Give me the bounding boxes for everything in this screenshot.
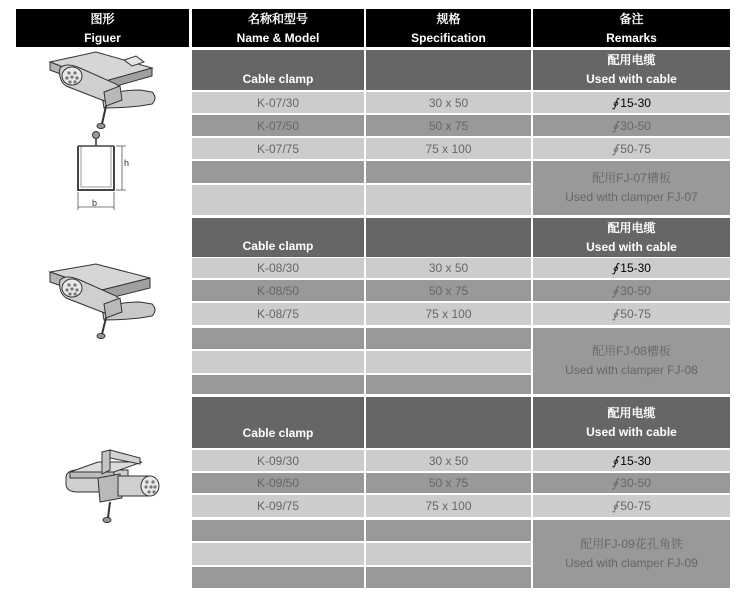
group-title-text: Cable clamp [242,72,314,86]
blank-row [366,351,531,373]
clamper-en: Used with clamper FJ-09 [565,556,698,570]
height-dimension-label: h [124,158,130,168]
blank-row [366,520,531,541]
blank-row [192,375,364,394]
table-row-model: K-08/50 [192,280,364,301]
table-row-range [533,115,730,136]
diameter-symbol: ∮ [612,141,619,156]
diameter-symbol: ∮ [612,453,619,468]
remark-en: Used with cable [586,239,677,254]
clamper-note-k07 [533,161,730,215]
blank-row [366,375,531,394]
blank-row [192,328,364,349]
clamper-note-k08 [533,328,730,394]
group-title-k08 [192,218,364,257]
header-spec [366,9,531,47]
header-spec-en: Specification [411,31,486,45]
blank-row [366,543,531,565]
blank-row [366,328,531,349]
remark-en: Used with cable [586,72,677,86]
group-title-k07 [192,50,364,90]
spec-band-k07 [366,50,531,90]
blank-row [192,543,364,565]
remark-header-k07 [533,50,730,90]
diameter-symbol: ∮ [612,283,619,298]
cable-clamp-k09-figure [58,448,178,528]
header-remarks-en: Remarks [606,31,657,45]
range-value: 30-50 [620,476,651,490]
table-row-spec: 75 x 100 [366,138,531,159]
header-name [192,9,364,47]
table-row-range [533,450,730,471]
table-row-model: K-07/50 [192,115,364,136]
table-row-model: K-09/75 [192,495,364,517]
u-profile-dimension-diagram [66,130,138,214]
clamper-cn: 配用FJ-07槽板 [592,171,671,185]
table-row-model: K-07/30 [192,92,364,113]
header-name-cn: 名称和型号 [247,12,308,26]
diameter-symbol: ∮ [612,499,619,513]
table-row-range [533,473,730,493]
header-figure-cn: 图形 [90,12,115,26]
range-value: 15-30 [620,261,651,275]
remark-cn: 配用电缆 [607,53,656,67]
range-value: 15-30 [620,453,651,468]
table-row-spec: 30 x 50 [366,258,531,278]
cable-clamp-k07-figure [40,50,170,130]
diameter-symbol: ∮ [612,118,619,133]
header-figure-en: Figuer [84,31,121,45]
remark-header-k08 [533,218,730,257]
spec-band-k08 [366,218,531,257]
range-value: 15-30 [620,95,651,110]
table-row-spec: 50 x 75 [366,473,531,493]
header-spec-cn: 规格 [436,12,461,26]
table-row-model: K-08/75 [192,303,364,325]
range-value: 30-50 [620,118,651,133]
blank-row [192,520,364,541]
range-value: 50-75 [620,499,651,513]
table-row-spec: 75 x 100 [366,303,531,325]
header-figure [16,9,189,47]
blank-row [366,567,531,588]
blank-row [192,351,364,373]
cable-clamp-k08-figure [40,262,170,342]
remark-cn: 配用电缆 [607,405,656,420]
blank-row [192,567,364,588]
table-row-spec: 30 x 50 [366,92,531,113]
group-title-k09 [192,397,364,448]
table-row-spec: 75 x 100 [366,495,531,517]
diameter-symbol: ∮ [612,476,619,490]
clamper-en: Used with clamper FJ-08 [565,363,698,377]
width-dimension-label: b [92,198,98,208]
header-name-en: Name & Model [236,31,320,45]
clamper-note-k09 [533,520,730,588]
table-row-model: K-09/50 [192,473,364,493]
remark-header-k09 [533,397,730,448]
table-row-range [533,258,730,278]
table-row-range [533,92,730,113]
blank-row [366,185,531,215]
remark-cn: 配用电缆 [607,220,656,235]
group-title-text: Cable clamp [242,239,314,253]
table-row-model: K-07/75 [192,138,364,159]
table-row-spec: 30 x 50 [366,450,531,471]
table-row-spec: 50 x 75 [366,115,531,136]
table-row-model: K-08/30 [192,258,364,278]
range-value: 50-75 [620,307,651,321]
table-row-range [533,495,730,517]
table-row-spec: 50 x 75 [366,280,531,301]
table-row-model: K-09/30 [192,450,364,471]
remark-en: Used with cable [586,424,677,439]
group-title-text: Cable clamp [242,426,314,440]
clamper-en: Used with clamper FJ-07 [565,190,698,204]
table-row-range [533,138,730,159]
spec-band-k09 [366,397,531,448]
clamper-cn: 配用FJ-08槽板 [592,344,671,358]
blank-row [192,185,364,215]
blank-row [366,161,531,183]
diameter-symbol: ∮ [612,307,619,321]
table-row-range [533,303,730,325]
header-remarks [533,9,730,47]
diameter-symbol: ∮ [612,261,619,275]
table-row-range [533,280,730,301]
range-value: 50-75 [620,141,651,156]
diameter-symbol: ∮ [612,95,619,110]
clamper-cn: 配用FJ-09花孔角铁 [580,537,683,551]
header-remarks-cn: 备注 [619,12,644,26]
blank-row [192,161,364,183]
range-value: 30-50 [620,283,651,298]
